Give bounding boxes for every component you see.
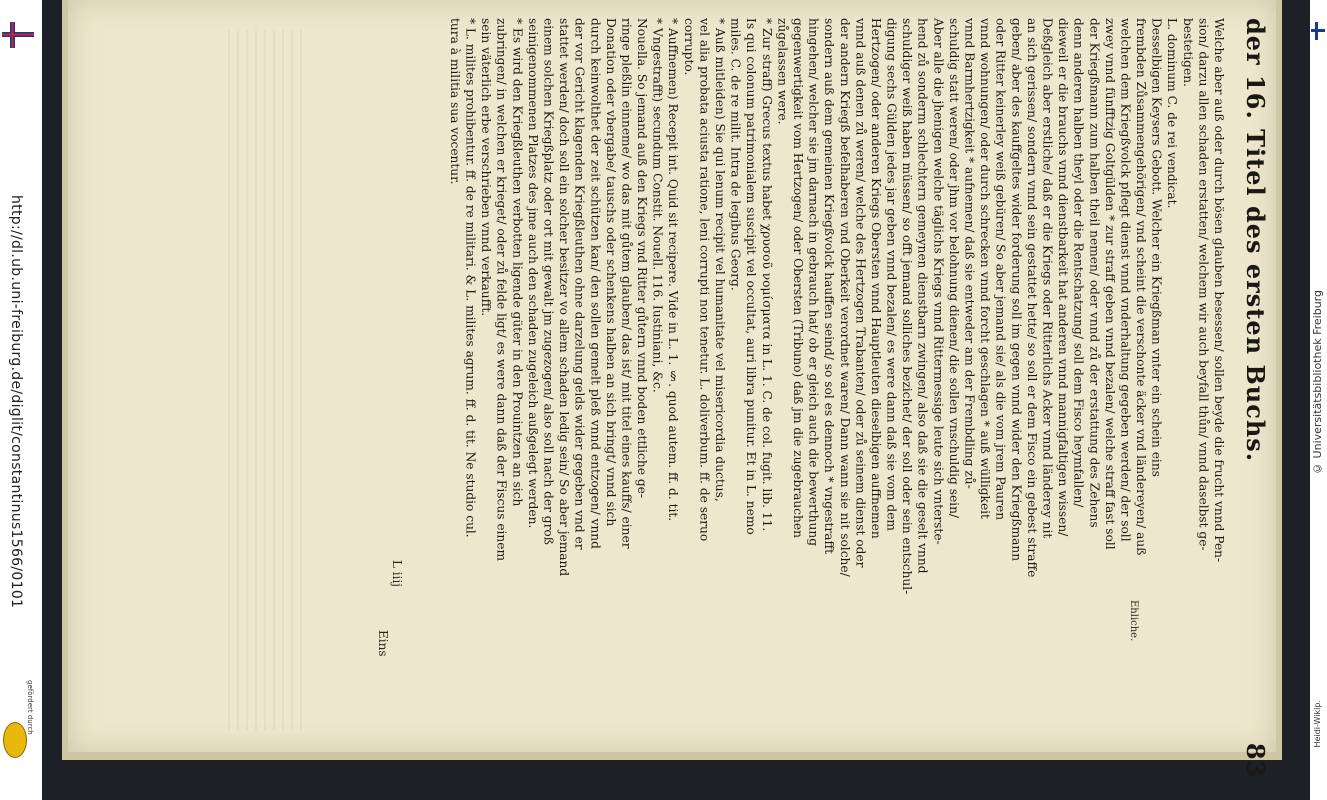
text-line: denn anderen halben theyl oder die Rentschatzung/ soll dem Fisco heymfallen/ [1071,18,1086,508]
text-line: corrupto. [681,18,696,76]
running-head-text: der 16. Titel des ersten Buchs. [1241,18,1270,463]
running-head [1240,18,1270,779]
text-line: frembden Zůsammengehörigen/ vnd scheint die verschonte äcker vnd ländereyen/ auß [1134,18,1149,556]
text-line: Welche aber auß oder durch bösen glauben besessen/ sollen beyde die frucht vnnd Pen- [1212,18,1226,563]
text-line: ringe pleßlin einneme/ wo das mit gůtem glauben/ das ist/ mit titel eines kauffs/ einer [619,18,634,549]
text-line: der andern Kriegß befelhaberen vnd Oberkeit verordnet waren/ Dann wann sie nit solche/ [837,18,852,577]
text-line: schuldiger weiß haben müssen/ so offt jemand solliches bezichet/ der soll oder sein entschul- [900,18,915,595]
text-line: Deßgleich aber erstliche/ daß er die Kriegs oder Ritterlichs Acker vnnd länderey nit [1040,18,1055,539]
text-line: schuldig statt weren/ oder jhm vor belohnung dienen/ die sollen vnschuldig sein/ [946,18,961,519]
text-line: dieweil er die brauchs vnnd dienstbarkeit hat anderen vnnd mannigfaltigen wissen/ [1056,18,1071,537]
text-line: Hertzogen/ oder anderen Kriegs Obersten vnnd Hauptleuten dieselbigen auffnemen [868,18,883,539]
text-line: L. dominum C. de rei vendicat. [1165,18,1180,209]
text-line: hingehen/ welcher sie jm darnach in gebrauch hat/ ob er gleich auch die bewerthung [806,18,821,547]
text-line: seinigenommenen Platzes des jme auch den schaden zugeleich außgelegt werden. [525,18,540,529]
text-line: * Vngestrafft) secundum Constit. Nouell. 116. Iustiniani, &c. [650,18,665,393]
text-line: Donation oder vbergabe/ tauschs oder schenkens halben an sich bringt/ vnnd sich [603,18,618,527]
margin-note: Ehliche. [1128,600,1139,642]
text-line: oder Ritter keinerley weiß gebüren/ So aber jemand sie/ als die vom jrem Pauren [993,18,1008,521]
text-line: vnnd Barmhertzigkeit * aufnemen/ daß sie entweder am der Frembdling zů- [962,18,977,489]
page-number: 83 [1241,742,1270,779]
text-line: zůgelassen were. [775,18,790,125]
text-line: stattet werden/ doch soll ein solcher besitzer vo allem schaden ledig sein/ So aber jemand [557,18,572,577]
text-line: der vor Gericht klagenden Kriegßleuthen ohne darzelung gelds wider gegeben vnd er [572,18,587,550]
text-line: vel alia probata aciusta ratione, leni corrupti non tenetur. L. doliverbum. ff. de seruo [697,18,712,542]
document-url[interactable]: http://dl.ub.uni-freiburg.de/diglit/constantinus1566/0101 [8,195,24,609]
copyright-notice: © Universitätsbibliothek Freiburg [1311,290,1324,475]
text-line: * Auffnemen) Recepit int. Quid sit recipere. Vide in L. 1. §. quod autem. ff. d. tit. [666,18,681,522]
funded-by-label: gefördert durch [26,680,34,735]
text-line: * Zur straff) Grecus textus habet χρυσοῦ νομίσματα in L. 1. C. de col. fugit. lib. 11. [759,18,774,532]
text-line: durch keinwolthet der zeit schützen kan/ den sollen gemelt pleß vnnd entzogen/ vnnd [588,18,603,549]
scanned-page [68,0,1276,779]
page-footer [244,560,404,656]
text-line: bestetigen. [1180,18,1195,87]
text-line: sondern auß dem gemeinen Kriegßvolck hauffen seind/ so sol es dennoch * vngestrafft [822,18,837,555]
text-line: geben/ aber des kauffgeltes wider forderung soll im gegen vnnd wider den Kriegßmann [1009,18,1024,562]
text-line: * Auß mitleiden) Sie qui lenum recipit vel humanitate vel misericordia ductus, [713,18,727,502]
text-line: * L. milites prohibentur. ff. de re militari. & L. milites agrum. ff. d. tit. Ne studio cul. [463,18,478,538]
text-line: zubringen/ in welchen er krieget/ oder zů felde ligt/ es were dann daß der Fiscus einem [494,18,509,562]
text-line: an sich gerissen/ sondern vnnd sein gestattet hette/ so soll er dem Fisco ein gebest straffe [1024,18,1039,578]
text-line: Nouella. So jemand auß den Kriegs vnd Ritter gůtern vnnd boden ettliche ge- [635,18,650,498]
text-line: einem solchen Kriegßplatz oder ort mit gewalt jm zugezogen/ also soll nach der groß [541,18,556,545]
text-line: welchen dem Kriegßvolck pflegt dienst vnnd vnderhaltung gegeben werden/ der soll [1118,18,1133,542]
text-line: digung sechs Gülden jedes jar geben vnnd bezalen/ es were dann daß sie vom dem [884,18,899,531]
funder-logo-icon[interactable] [3,722,27,758]
text-line: tura à militia sua vocentur. [447,18,462,185]
signature-mark: L iiij [390,560,404,588]
text-line: gegenwertigkeit vom Hertzogen/ oder Obersten (Tribuno) daß jm die zugebrauchen [790,18,805,538]
text-line: sion/ darzu allen schaden erstatten/ welchem wir auch beyfall thůn/ vnnd daselbst ge- [1196,18,1211,551]
text-line: vnnd wohnungen/ oder durch schrecken vnnd forcht geschlagen * auß wülligkeit [978,18,993,519]
text-line: miles. C. de re milit. Intra de legibus Georg. [728,18,743,291]
text-line: * Es wird den Kriegßleuthen verbotten ligende güter in den Prouintzen an sich [510,18,525,507]
text-line: vnnd auß denen zů weren/ welche des Hertzogen Trabanten/ oder zů seinem dienst oder [853,18,868,568]
text-line: Desselbigen Keysers Gebott. Welcher ein Kriegßman vnter ein schein eins [1149,18,1164,477]
page-text-block [290,18,1270,779]
text-lines [446,18,1226,738]
language-flag-icon[interactable] [2,22,34,48]
catchword: Eins [376,630,390,657]
language-flag-icon-right[interactable] [1311,22,1325,40]
text-line: zwey vnnd fünfftzig Goltgülden * zur straff geben vnnd bezalen/ welche straff fast soll [1102,18,1117,550]
text-line: der Kriegßmann zum halben theil nemen/ oder vnnd zů der erstattung des Zehens [1087,18,1102,528]
text-line: Aber alle die jhenigen welche täglichs Kriegs vnnd Rittermessige leute sich vnterste- [931,18,946,545]
text-line: Is qui colonum patrimonialem suscipit vel occultat, auri libra punitur. Et in L. nemo [744,18,759,535]
text-line: hend zů sonderm schlechtern gemeynen dienstbarn zwingen/ also daß sie die geselt vnnd [915,18,930,574]
text-line: sein väterlich erbe verschrieben vnnd verkaufft. [479,18,494,317]
wiki-label: Heidi-Wikip. [1313,700,1322,748]
